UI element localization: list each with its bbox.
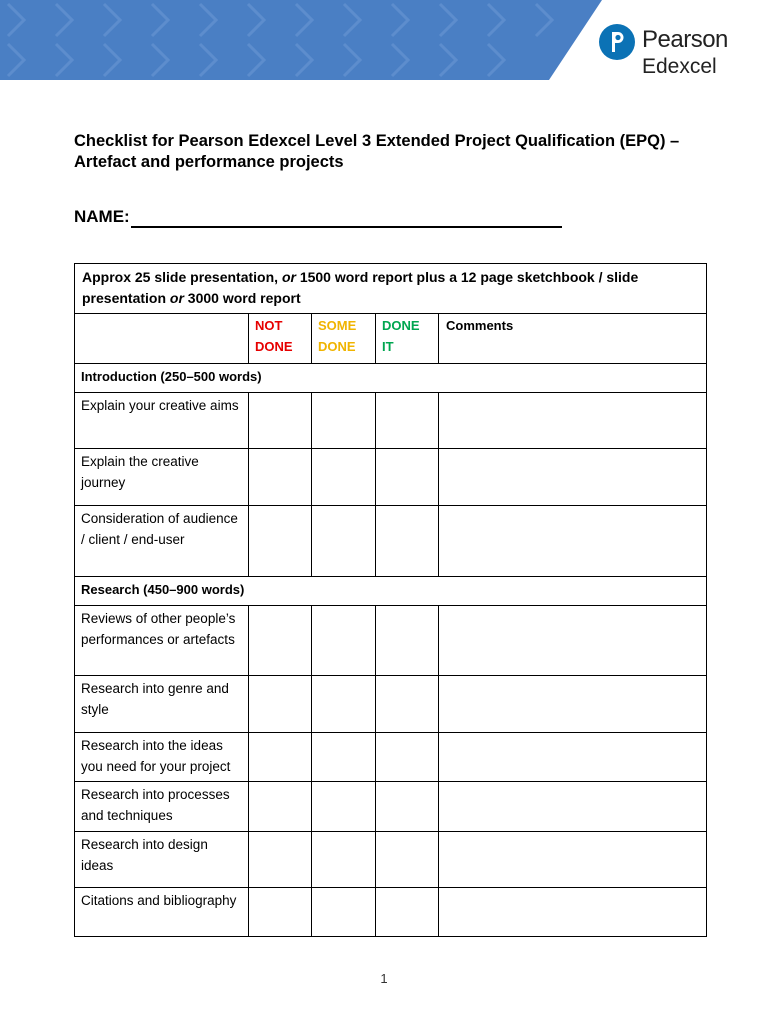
item-label: Reviews of other people’s performances or artefacts: [81, 611, 236, 647]
item-label: Research into the ideas you need for your project: [81, 738, 231, 774]
comments-cell[interactable]: [439, 393, 707, 449]
status-header-line: DONE: [382, 318, 420, 333]
table-row: [75, 676, 707, 733]
comments-header: [439, 314, 707, 364]
not-done-cell[interactable]: [249, 606, 312, 676]
pearson-logo: [598, 22, 758, 78]
done-it-cell[interactable]: [376, 449, 439, 506]
comments-cell[interactable]: [439, 506, 707, 577]
not-done-cell[interactable]: [249, 888, 312, 937]
table-row: [75, 888, 707, 937]
status-header-some-done: [312, 314, 376, 364]
done-it-cell[interactable]: [376, 782, 439, 832]
done-it-cell[interactable]: [376, 888, 439, 937]
table-row: [75, 832, 707, 888]
table-row: [75, 449, 707, 506]
item-label: Consideration of audience / client / end-user: [81, 511, 238, 547]
section-title: Introduction (250–500 words): [81, 369, 262, 384]
intro-text-part-3: 3000 word report: [183, 290, 301, 306]
table-row: [75, 782, 707, 832]
table-intro-row: [75, 264, 707, 314]
table-row: [75, 733, 707, 782]
done-it-cell[interactable]: [376, 676, 439, 733]
item-label: Research into design ideas: [81, 837, 208, 873]
comments-cell[interactable]: [439, 449, 707, 506]
logo-text-edexcel: Edexcel: [642, 55, 717, 78]
page-number: 1: [380, 971, 388, 986]
not-done-cell[interactable]: [249, 506, 312, 577]
status-header-line: NOT: [255, 318, 283, 333]
some-done-cell[interactable]: [312, 832, 376, 888]
comments-cell[interactable]: [439, 676, 707, 733]
table-row: [75, 393, 707, 449]
item-label: Explain the creative journey: [81, 454, 199, 490]
done-it-cell[interactable]: [376, 606, 439, 676]
comments-cell[interactable]: [439, 733, 707, 782]
item-label-cell: [75, 733, 249, 782]
status-header-line: SOME: [318, 318, 357, 333]
name-write-line[interactable]: [131, 206, 562, 228]
item-label: Explain your creative aims: [81, 398, 239, 413]
status-header-row: [75, 314, 707, 364]
not-done-cell[interactable]: [249, 393, 312, 449]
item-label-cell: [75, 782, 249, 832]
intro-text-or-2: or: [169, 290, 184, 306]
not-done-cell[interactable]: [249, 733, 312, 782]
intro-text-part-1: Approx 25 slide presentation,: [82, 269, 282, 285]
logo-text-pearson: Pearson: [642, 26, 728, 53]
comments-header-label: Comments: [446, 318, 514, 333]
section-title: Research (450–900 words): [81, 582, 245, 597]
item-label-cell: [75, 606, 249, 676]
done-it-cell[interactable]: [376, 832, 439, 888]
table-intro-text: [75, 264, 706, 309]
table-row: [75, 606, 707, 676]
some-done-cell[interactable]: [312, 888, 376, 937]
checklist-table: [74, 263, 707, 937]
item-label-cell: [75, 832, 249, 888]
status-header-blank: [75, 314, 249, 364]
some-done-cell[interactable]: [312, 393, 376, 449]
document-title: Checklist for Pearson Edexcel Level 3 Extended Project Qualification (EPQ) – Artefact and performance projects: [74, 132, 680, 171]
not-done-cell[interactable]: [249, 449, 312, 506]
item-label: Citations and bibliography: [81, 893, 237, 908]
section-header-cell: [75, 364, 707, 393]
comments-cell[interactable]: [439, 782, 707, 832]
status-header-label: [249, 314, 311, 357]
intro-text-part-2: 1500 word report plus a 12 page sketchbook / slide presentation: [82, 269, 639, 306]
comments-cell[interactable]: [439, 606, 707, 676]
done-it-cell[interactable]: [376, 733, 439, 782]
item-label-cell: [75, 393, 249, 449]
some-done-cell[interactable]: [312, 506, 376, 577]
item-label-cell: [75, 449, 249, 506]
not-done-cell[interactable]: [249, 782, 312, 832]
status-header-line: DONE: [318, 339, 356, 354]
comments-cell[interactable]: [439, 888, 707, 937]
item-label: Research into processes and techniques: [81, 787, 230, 823]
not-done-cell[interactable]: [249, 676, 312, 733]
section-header-row: [75, 577, 707, 606]
table-row: [75, 506, 707, 577]
some-done-cell[interactable]: [312, 733, 376, 782]
comments-cell[interactable]: [439, 832, 707, 888]
pearson-logo-icon: [598, 23, 636, 61]
status-header-label: [376, 314, 438, 357]
item-label-cell: [75, 888, 249, 937]
section-header-row: [75, 364, 707, 393]
status-header-line: DONE: [255, 339, 293, 354]
table-intro-cell: [75, 264, 707, 314]
done-it-cell[interactable]: [376, 393, 439, 449]
item-label: Research into genre and style: [81, 681, 229, 717]
status-header-done-it: [376, 314, 439, 364]
status-header-not-done: [249, 314, 312, 364]
name-field: [74, 206, 562, 228]
some-done-cell[interactable]: [312, 606, 376, 676]
name-label: NAME:: [74, 207, 130, 226]
not-done-cell[interactable]: [249, 832, 312, 888]
item-label-cell: [75, 676, 249, 733]
intro-text-or-1: or: [281, 269, 296, 285]
section-header-cell: [75, 577, 707, 606]
some-done-cell[interactable]: [312, 676, 376, 733]
item-label-cell: [75, 506, 249, 577]
status-header-label: [312, 314, 375, 357]
some-done-cell[interactable]: [312, 449, 376, 506]
some-done-cell[interactable]: [312, 782, 376, 832]
status-header-line: IT: [382, 339, 394, 354]
done-it-cell[interactable]: [376, 506, 439, 577]
